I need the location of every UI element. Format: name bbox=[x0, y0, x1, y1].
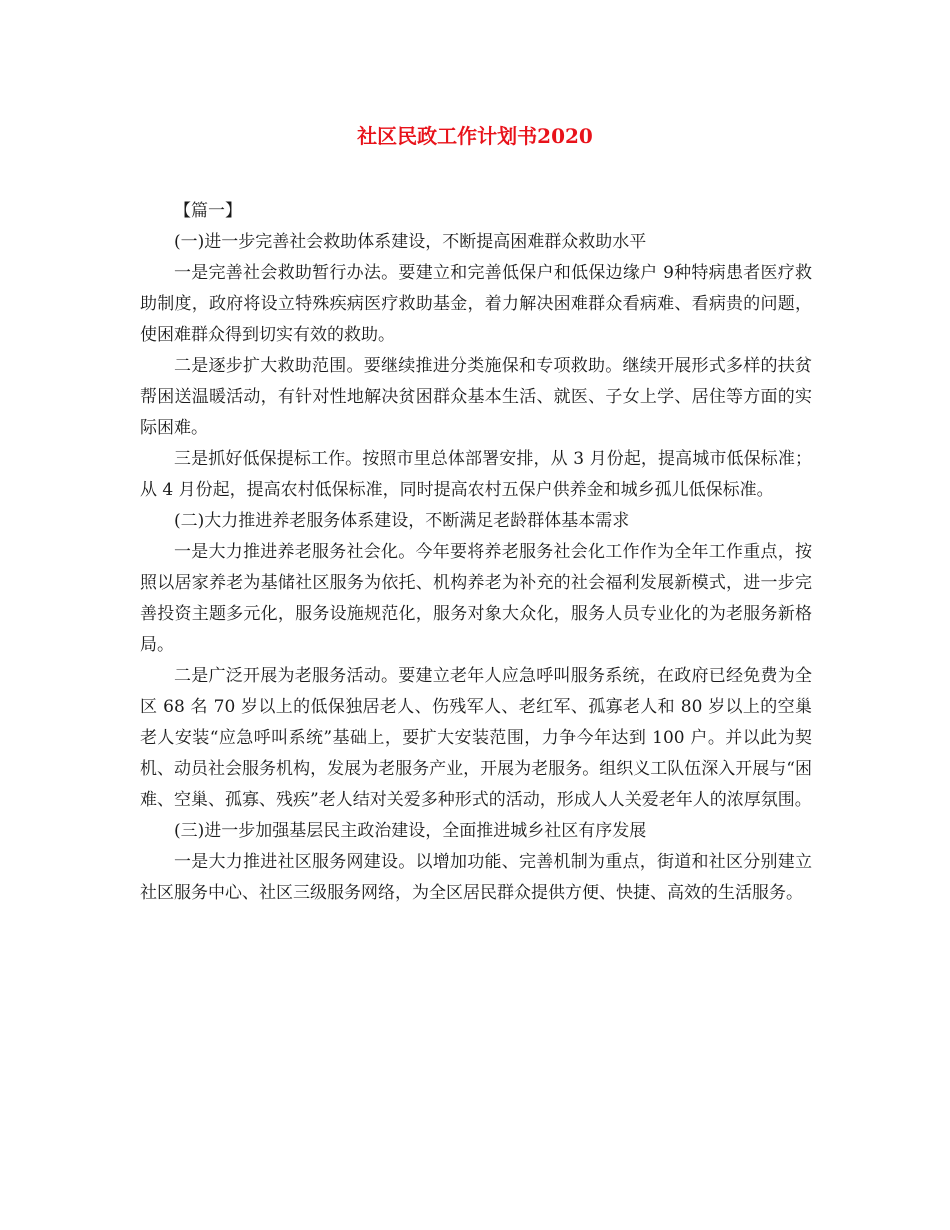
section-marker: 【篇一】 bbox=[174, 201, 242, 221]
section-heading: (一)进一步完善社会救助体系建设，不断提高困难群众救助水平 bbox=[174, 232, 647, 252]
body-paragraph: 一是大力推进社区服务网建设。以增加功能、完善机制为重点，街道和社区分别建立社区服务中心、社区三级服务网络，为全区居民群众提供方便、快捷、高效的生活服务。 bbox=[140, 852, 812, 903]
body-paragraph: 三是抓好低保提标工作。按照市里总体部署安排，从 3 月份起，提高城市低保标准；从 4 月份起，提高农村低保标准，同时提高农村五保户供养金和城乡孤儿低保标准。 bbox=[140, 449, 812, 500]
body-paragraph: 一是大力推进养老服务社会化。今年要将养老服务社会化工作作为全年工作重点，按照以居家养老为基储社区服务为依托、机构养老为补充的社会福利发展新模式，进一步完善投资主题多元化，服务设施规范化，服务对象大众化，服务人员专业化的为老服务新格局。 bbox=[140, 542, 812, 655]
section-heading: (三)进一步加强基层民主政治建设，全面推进城乡社区有序发展 bbox=[174, 821, 647, 841]
body-paragraph: 一是完善社会救助暂行办法。要建立和完善低保户和低保边缘户 9种特病患者医疗救助制度，政府将设立特殊疾病医疗救助基金，着力解决困难群众看病难、看病贵的问题，使困难群众得到切实有效的救助。 bbox=[140, 263, 812, 345]
section-heading: (二)大力推进养老服务体系建设，不断满足老龄群体基本需求 bbox=[174, 511, 630, 531]
document-title: 社区民政工作计划书2020 bbox=[357, 124, 593, 148]
document-body bbox=[140, 196, 812, 909]
body-paragraph: 二是逐步扩大救助范围。要继续推进分类施保和专项救助。继续开展形式多样的扶贫帮困送温暖活动，有针对性地解决贫困群众基本生活、就医、子女上学、居住等方面的实际困难。 bbox=[140, 356, 812, 438]
body-paragraph: 二是广泛开展为老服务活动。要建立老年人应急呼叫服务系统，在政府已经免费为全区 68 名 70 岁以上的低保独居老人、伤残军人、老红军、孤寡老人和 80 岁以上的空巢老人安装“应急呼叫系统”基础上，要扩大安装范围，力争今年达到 100 户。并以此为契机、动员社会服务机构，发展为老服务产业，开展为老服务。组织义工队伍深入开展与“困难、空巢、孤寡、残疾”老人结对关爱多种形式的活动，形成人人关爱老年人的浓厚氛围。 bbox=[140, 666, 812, 810]
